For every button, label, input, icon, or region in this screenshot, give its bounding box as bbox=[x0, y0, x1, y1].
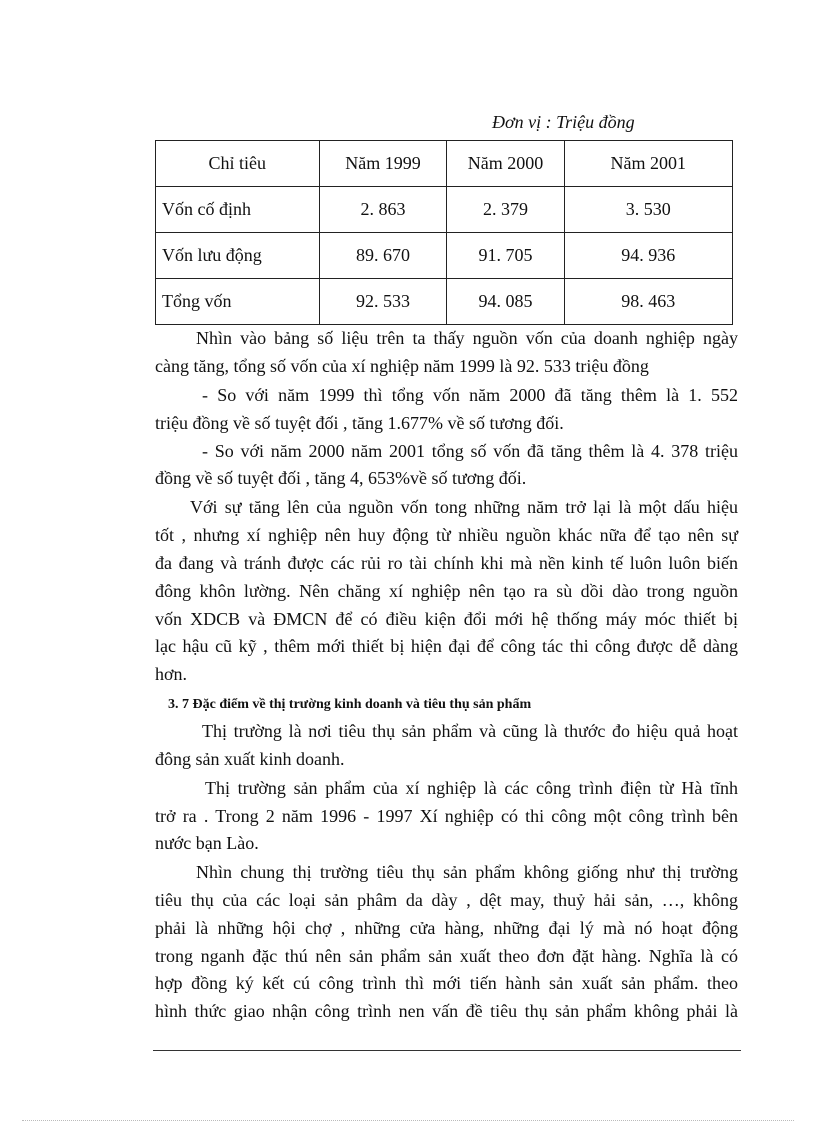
table-cell: 2. 379 bbox=[447, 187, 564, 233]
text-line: lạc hậu cũ kỹ , thêm mới thiết bị hiện đại để công tác thi công được dễ dàng bbox=[155, 636, 738, 656]
header-2000: Năm 2000 bbox=[447, 141, 564, 187]
table-row bbox=[156, 187, 733, 233]
text-line: nước bạn Lào. bbox=[155, 833, 259, 853]
row-label: Vốn lưu động bbox=[156, 233, 320, 279]
table-cell: 98. 463 bbox=[564, 279, 732, 325]
capital-table bbox=[155, 140, 733, 325]
table-cell: 3. 530 bbox=[564, 187, 732, 233]
table-cell: 91. 705 bbox=[447, 233, 564, 279]
text-line: vốn XDCB và ĐMCN để có điều kiện đổi mới hệ thống máy móc thiết bị bbox=[155, 609, 738, 629]
text-line: đồng về số tuyệt đối , tăng 4, 653%về số tương đối. bbox=[155, 468, 527, 488]
text-line: tiêu thụ của các loại sản phâm da dày , dệt may, thuỷ hải sản, …, không bbox=[155, 890, 738, 910]
header-2001: Năm 2001 bbox=[564, 141, 732, 187]
text-line: trong nganh đặc thú nên sản phẩm sản xuất theo đơn đặt hàng. Nghĩa là có bbox=[155, 946, 738, 966]
row-label: Vốn cố định bbox=[156, 187, 320, 233]
section-heading: 3. 7 Đặc điểm về thị trường kinh doanh và tiêu thụ sản phẩm bbox=[168, 697, 532, 712]
table-row bbox=[156, 233, 733, 279]
table-cell: 2. 863 bbox=[319, 187, 447, 233]
text-line: - So với năm 1999 thì tổng vốn năm 2000 đã tăng thêm là 1. 552 bbox=[202, 385, 738, 405]
table-cell: 94. 936 bbox=[564, 233, 732, 279]
unit-label: Đơn vị : Triệu đồng bbox=[492, 112, 635, 132]
table-row bbox=[156, 279, 733, 325]
text-line: đông sản xuất kinh doanh. bbox=[155, 749, 345, 769]
text-line: càng tăng, tổng số vốn của xí nghiệp năm 1999 là 92. 533 triệu đồng bbox=[155, 356, 649, 376]
text-line: đa đang và tránh được các rủi ro tài chính khi mà nền kinh tế luôn luôn biến bbox=[155, 553, 738, 573]
text-line: hơn. bbox=[155, 664, 188, 684]
table-header-row bbox=[156, 141, 733, 187]
text-line: hình thức giao nhận công trình nen vấn đề tiêu thụ sản phẩm không phải là bbox=[155, 1001, 738, 1021]
text-line: Nhìn vào bảng số liệu trên ta thấy nguồn vốn của doanh nghiệp ngày bbox=[196, 328, 738, 348]
text-line: trở ra . Trong 2 năm 1996 - 1997 Xí nghiệp có thi công một công trình bên bbox=[155, 806, 738, 826]
text-line: hợp đồng ký kết cú công trình thì mới tiến hành sản xuất sản phẩm. theo bbox=[155, 973, 738, 993]
header-indicator: Chỉ tiêu bbox=[156, 141, 320, 187]
text-line: - So với năm 2000 năm 2001 tổng số vốn đã tăng thêm là 4. 378 triệu bbox=[202, 441, 738, 461]
table-cell: 94. 085 bbox=[447, 279, 564, 325]
text-line: triệu đồng về số tuyệt đối , tăng 1.677% về số tương đối. bbox=[155, 413, 564, 433]
page-boundary bbox=[22, 1120, 794, 1121]
footer-divider bbox=[153, 1050, 741, 1051]
row-label: Tổng vốn bbox=[156, 279, 320, 325]
text-line: Nhìn chung thị trường tiêu thụ sản phẩm không giống như thị trường bbox=[196, 862, 738, 882]
text-line: phải là những hội chợ , những cửa hàng, những đại lý mà nó hoạt động bbox=[155, 918, 738, 938]
table-cell: 92. 533 bbox=[319, 279, 447, 325]
text-line: Thị trường là nơi tiêu thụ sản phẩm và cũng là thước đo hiệu quả hoạt bbox=[202, 721, 738, 741]
table-cell: 89. 670 bbox=[319, 233, 447, 279]
text-line: tốt , nhưng xí nghiệp nên huy động từ nhiều nguồn khác nữa để tạo nên sự bbox=[155, 525, 738, 545]
header-1999: Năm 1999 bbox=[319, 141, 447, 187]
text-line: Với sự tăng lên của nguồn vốn tong những năm trở lại là một dấu hiệu bbox=[190, 497, 738, 517]
text-line: Thị trường sản phẩm của xí nghiệp là các công trình điện từ Hà tĩnh bbox=[205, 778, 738, 798]
text-line: đông khôn lường. Nên chăng xí nghiệp nên tạo ra sù dồi dào trong nguồn bbox=[155, 581, 738, 601]
